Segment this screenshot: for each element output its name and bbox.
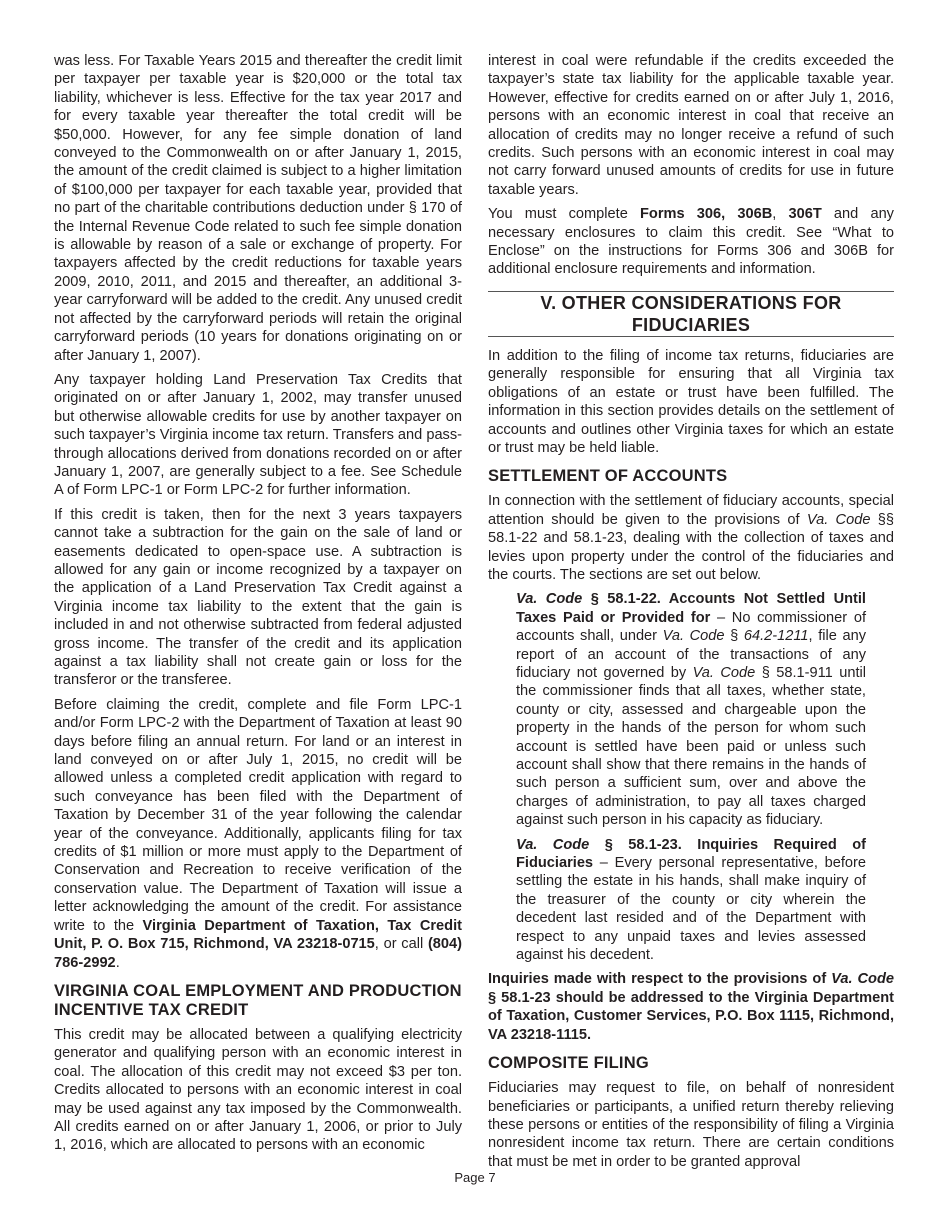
forms-306-306b: Forms 306, 306B bbox=[640, 206, 773, 223]
coal-credit-paragraph: This credit may be allocated between a qualifying electricity generator and qualifying person with an economic interest in coal. The allocation of this credit may not exceed $3 per ton. Credits allocated to persons with an economic interest in coal may be used against any tax imposed by the Commonwealth. All credits earned on or after January 1, 2006, or prior to July 1, 2016, which are allocated to persons with an economic bbox=[54, 1026, 462, 1154]
call-text: , or call bbox=[374, 936, 428, 953]
phone-number: (804) 786-2992 bbox=[54, 936, 463, 971]
inquiries-paragraph bbox=[488, 970, 894, 1044]
tax-credit-unit-address: Virginia Department of Taxation, Tax Credit Unit, P. O. Box 715, Richmond, VA 23218-0715 bbox=[54, 917, 462, 953]
period: . bbox=[115, 954, 120, 971]
code-58-1-23-title: § 58.1-23. Inquiries Required of Fiduciaries bbox=[516, 836, 866, 872]
forms-text-a: You must complete bbox=[488, 206, 640, 223]
credit-transfer-paragraph: Any taxpayer holding Land Preservation Tax Credits that originated on or after January 1, 2002, may transfer unused but otherwise allowable credits for use by another taxpayer on such taxpayer’s Virginia income tax return. Transfers and pass-through allocations derived from donations recorded on or after January 1, 2007, are generally subject to a fee. See Schedule A of Form LPC-1 or Form LPC-2 for further information. bbox=[54, 371, 463, 499]
va-code-ref: Va. Code bbox=[516, 591, 583, 608]
code-58-1-22-paragraph bbox=[516, 590, 866, 829]
inquiries-text-a: Inquiries made with respect to the provisions of bbox=[488, 971, 832, 988]
settlement-heading: SETTLEMENT OF ACCOUNTS bbox=[488, 467, 728, 486]
inquiries-text-b: § 58.1-23 should be addressed to the Virginia Department of Taxation, Customer Services, P.O. Box 1115, Richmond, VA 23218-1115. bbox=[488, 989, 894, 1043]
coal-credit-heading: VIRGINIA COAL EMPLOYMENT AND PRODUCTION INCENTIVE TAX CREDIT bbox=[54, 981, 462, 1019]
coal-refund-paragraph: interest in coal were refundable if the credits exceeded the taxpayer’s state tax liability for the applicable taxable year. However, effective for credits earned on or after July 1, 2016, persons with an economic interest in coal that receive an allocation of credits may no longer receive a refund of such credits. Such persons with an economic interest in coal may not carry forward unused amounts of credits for use in future taxable years. bbox=[488, 53, 894, 198]
code-58-1-22-text-a: – No commissioner of accounts shall, under bbox=[516, 609, 866, 645]
code-58-1-23-text: – Every personal representative, before settling the estate in his hands, shall make inquiry of the treasurer of the county or city wherein the decedent last resided and of the Department with respect to any unpaid taxes and levies assessed against his decedent. bbox=[516, 855, 866, 964]
section-title-fiduciaries: V. OTHER CONSIDERATIONS FOR FIDUCIARIES bbox=[488, 291, 894, 337]
va-code-ref: Va. Code bbox=[831, 971, 895, 988]
settlement-paragraph bbox=[488, 492, 894, 584]
code-58-1-22-title: § 58.1-22. Accounts Not Settled Until Taxes Paid or Provided for bbox=[516, 591, 866, 626]
form-306t: 306T bbox=[788, 206, 822, 223]
forms-paragraph bbox=[488, 205, 894, 279]
code-58-1-22-text-c: , file any report of an account of the transactions of any fiduciary not governed by bbox=[516, 628, 866, 681]
code-58-1-22-text-d: § 58.1-911 until the commissioner finds that all taxes, whether state, county or city, assessed and chargeable upon the property in the hands of the person for whom such account is settled have been paid or unless such account shall show that there remains in the hands of such person a sufficient sum, over and above the charges of administration, to pay all taxes charged against such person in his capacity as fiduciary. bbox=[516, 664, 866, 829]
forms-text-c: and any necessary enclosures to claim this credit. See “What to Enclose” on the instructions for Forms 306 and 306B for additional enclosure requirements and information. bbox=[488, 206, 894, 278]
right-column bbox=[488, 52, 894, 1177]
fiduciary-intro-paragraph: In addition to the filing of income tax returns, fiduciaries are generally responsible for ensuring that all Virginia tax obligations of an estate or trust have been fulfilled. The information in this section provides details on the settlement of accounts and outlines other Virginia taxes for which an estate or trust may be held liable. bbox=[488, 347, 894, 456]
section-symbol: § bbox=[724, 628, 744, 645]
forms-text-b: , bbox=[772, 206, 789, 223]
composite-filing-paragraph: Fiduciaries may request to file, on behalf of nonresident beneficiaries or participants, a unified return thereby relieving these persons or entities of the responsibility of filing a Virginia nonresident income tax return. There are certain conditions that must be met in order to be granted approval bbox=[488, 1080, 894, 1170]
credit-limit-paragraph: was less. For Taxable Years 2015 and thereafter the credit limit per taxpayer per taxable year is $20,000 or the total tax liability, whichever is less. Effective for the tax year 2017 and for every taxable year thereafter the total credit will be $50,000. However, for any fee simple donation of land conveyed to the Commonwealth on or after January 1, 2015, the amount of the credit claimed is subject to a higher limitation of $100,000 per taxpayer for each taxable year, provided that no part of the charitable contributions deduction under § 170 of the Internal Revenue Code related to such fee simple donation is allowable by reason of a sale or exchange of property. For taxpayers affected by the credit reductions for taxable years 2009, 2010, 2011, and 2015 and thereafter, an additional 3-year carryforward will be added to the credit. Any unused credit not affected by the carryforward periods will retain the original carryforward periods (10 years for donations originating on or after January 1, 2007). bbox=[54, 53, 462, 364]
composite-filing-heading: COMPOSITE FILING bbox=[488, 1054, 649, 1073]
claiming-credit-paragraph bbox=[54, 696, 462, 972]
left-column bbox=[54, 52, 462, 1161]
claiming-text: Before claiming the credit, complete and file Form LPC-1 and/or Form LPC-2 with the Department of Taxation at least 90 days before filing an annual return. For land or an interest in land conveyed on or after July 1, 2015, no credit will be allowed unless a completed credit application with regard to such conveyance has been filed with the Department of Taxation by December 31 of the year following the calendar year of the conveyance. Additionally, applicants filing for tax credits of $1 million or more must apply to the Department of Conservation and Recreation to receive verification of the conservation value. The Department of Taxation will issue a letter acknowledging the amount of the credit. For assistance write to the bbox=[54, 696, 462, 934]
code-58-1-23-paragraph bbox=[516, 836, 866, 965]
settlement-text-b: §§ 58.1-22 and 58.1-23, dealing with the collection of taxes and levies upon property under the control of the fiduciaries and the courts. The sections are set out below. bbox=[488, 511, 894, 583]
va-code-ref: Va. Code bbox=[516, 836, 590, 853]
va-code-ref: Va. Code bbox=[806, 511, 871, 528]
va-code-ref: Va. Code bbox=[692, 664, 756, 681]
code-section-ref: 64.2-1211 bbox=[743, 628, 809, 645]
subtraction-paragraph: If this credit is taken, then for the next 3 years taxpayers cannot take a subtraction for the gain on the sale of land or easements dedicated to open-space use. A subtraction is allowed for any gain or income recognized by a taxpayer on the application of a Land Preservation Tax Credit against a Virginia income tax liability to the extent that the gain is included in and not otherwise subtracted from federal adjusted gross income. The transfer of the credit and its application against a tax liability shall not create gain or loss for the transferor or the transferee. bbox=[54, 506, 462, 689]
settlement-text-a: In connection with the settlement of fiduciary accounts, special attention should be given to the provisions of bbox=[488, 493, 894, 528]
page-number: Page 7 bbox=[454, 1170, 496, 1185]
va-code-ref: Va. Code bbox=[662, 628, 725, 645]
